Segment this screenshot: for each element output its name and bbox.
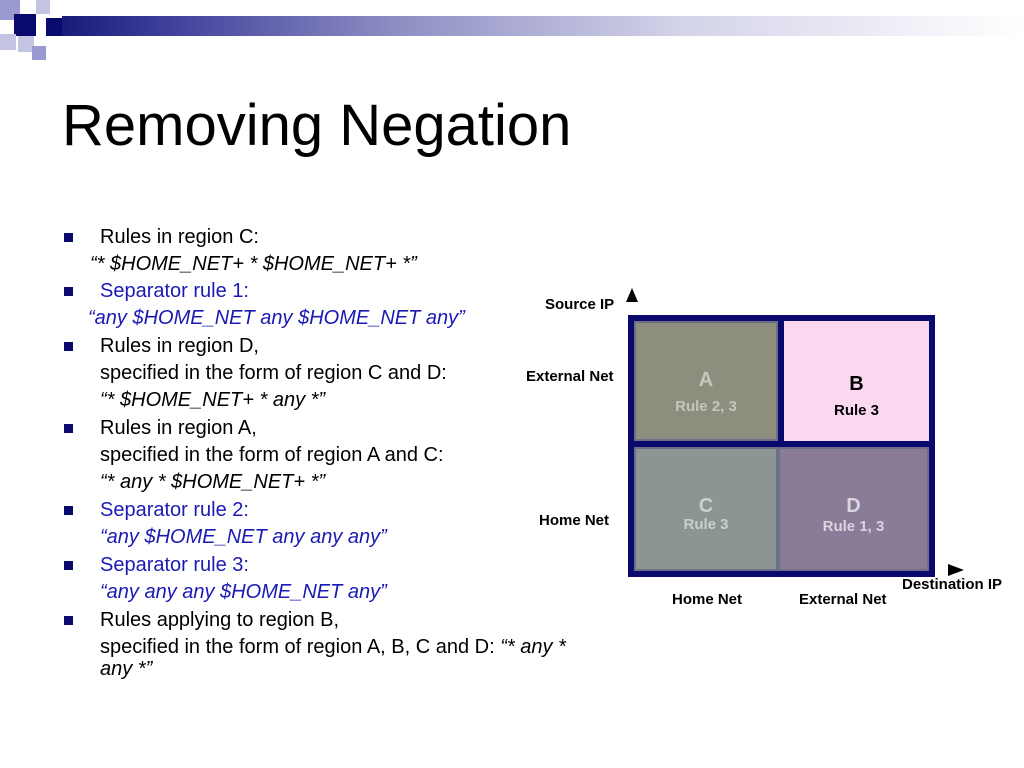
- corner-square-3: [36, 0, 50, 14]
- bullet-text: Rules in region C:: [100, 226, 259, 248]
- sub-text-main: specified in the form of region A, B, C and D:: [100, 636, 501, 658]
- region-c-letter: C: [698, 495, 714, 517]
- bullet-icon: [64, 424, 73, 433]
- sub-text: “* $HOME_NET+ * any *”: [100, 389, 326, 411]
- bullet-icon: [64, 506, 73, 515]
- x-tick-home-net: Home Net: [672, 591, 743, 608]
- x-tick-external-net: External Net: [799, 591, 887, 608]
- corner-square-5: [0, 34, 16, 50]
- corner-square-7: [32, 46, 46, 60]
- y-tick-external-net: External Net: [526, 368, 614, 385]
- bullet-text: Separator rule 1:: [100, 280, 249, 302]
- bullet-text: Separator rule 3:: [100, 554, 249, 576]
- corner-square-4: [46, 18, 62, 36]
- region-b-letter: B: [849, 373, 864, 395]
- bullet-icon: [64, 616, 73, 625]
- region-c: [634, 447, 778, 571]
- bullet-text: Rules in region A,: [100, 417, 257, 439]
- region-b: [784, 321, 929, 441]
- sub-text: any *”: [100, 658, 153, 680]
- region-a-letter: A: [698, 369, 714, 391]
- sub-text-tail: “* any *: [500, 636, 566, 658]
- region-a-rule: Rule 2, 3: [675, 398, 737, 415]
- sub-text: “any $HOME_NET any $HOME_NET any”: [88, 307, 465, 329]
- slide-title: Removing Negation: [62, 93, 572, 158]
- region-a: [634, 321, 778, 441]
- sub-text: “any any any $HOME_NET any”: [100, 581, 387, 603]
- bullet-icon: [64, 233, 73, 242]
- region-d-letter: D: [846, 495, 861, 517]
- bullet-text: Separator rule 2:: [100, 499, 249, 521]
- bullet-icon: [64, 561, 73, 570]
- header-gradient-bar: [62, 16, 1024, 36]
- sub-text: “* any * $HOME_NET+ *”: [100, 471, 326, 493]
- sub-text: specified in the form of region C and D:: [100, 362, 447, 384]
- sub-text: “* $HOME_NET+ * $HOME_NET+ *”: [90, 253, 417, 275]
- region-d: [778, 447, 929, 571]
- bullet-icon: [64, 287, 73, 296]
- region-d-rule: Rule 1, 3: [822, 518, 885, 535]
- corner-square-2: [14, 14, 36, 36]
- bullet-text: Rules in region D,: [100, 335, 259, 357]
- y-axis-arrow-icon: [624, 288, 640, 318]
- x-axis-arrow-icon: [944, 563, 966, 577]
- bullet-text: Rules applying to region B,: [100, 609, 340, 631]
- y-axis-label: Source IP: [545, 296, 615, 313]
- bullet-icon: [64, 342, 73, 351]
- sub-text: [100, 635, 566, 659]
- sub-text: specified in the form of region A and C:: [100, 444, 444, 466]
- sub-text: “any $HOME_NET any any any”: [100, 526, 387, 548]
- region-matrix: [628, 315, 935, 577]
- region-b-rule: Rule 3: [833, 402, 879, 419]
- y-tick-home-net: Home Net: [539, 512, 610, 529]
- region-c-rule: Rule 3: [683, 516, 729, 533]
- x-axis-label: Destination IP: [902, 576, 1003, 593]
